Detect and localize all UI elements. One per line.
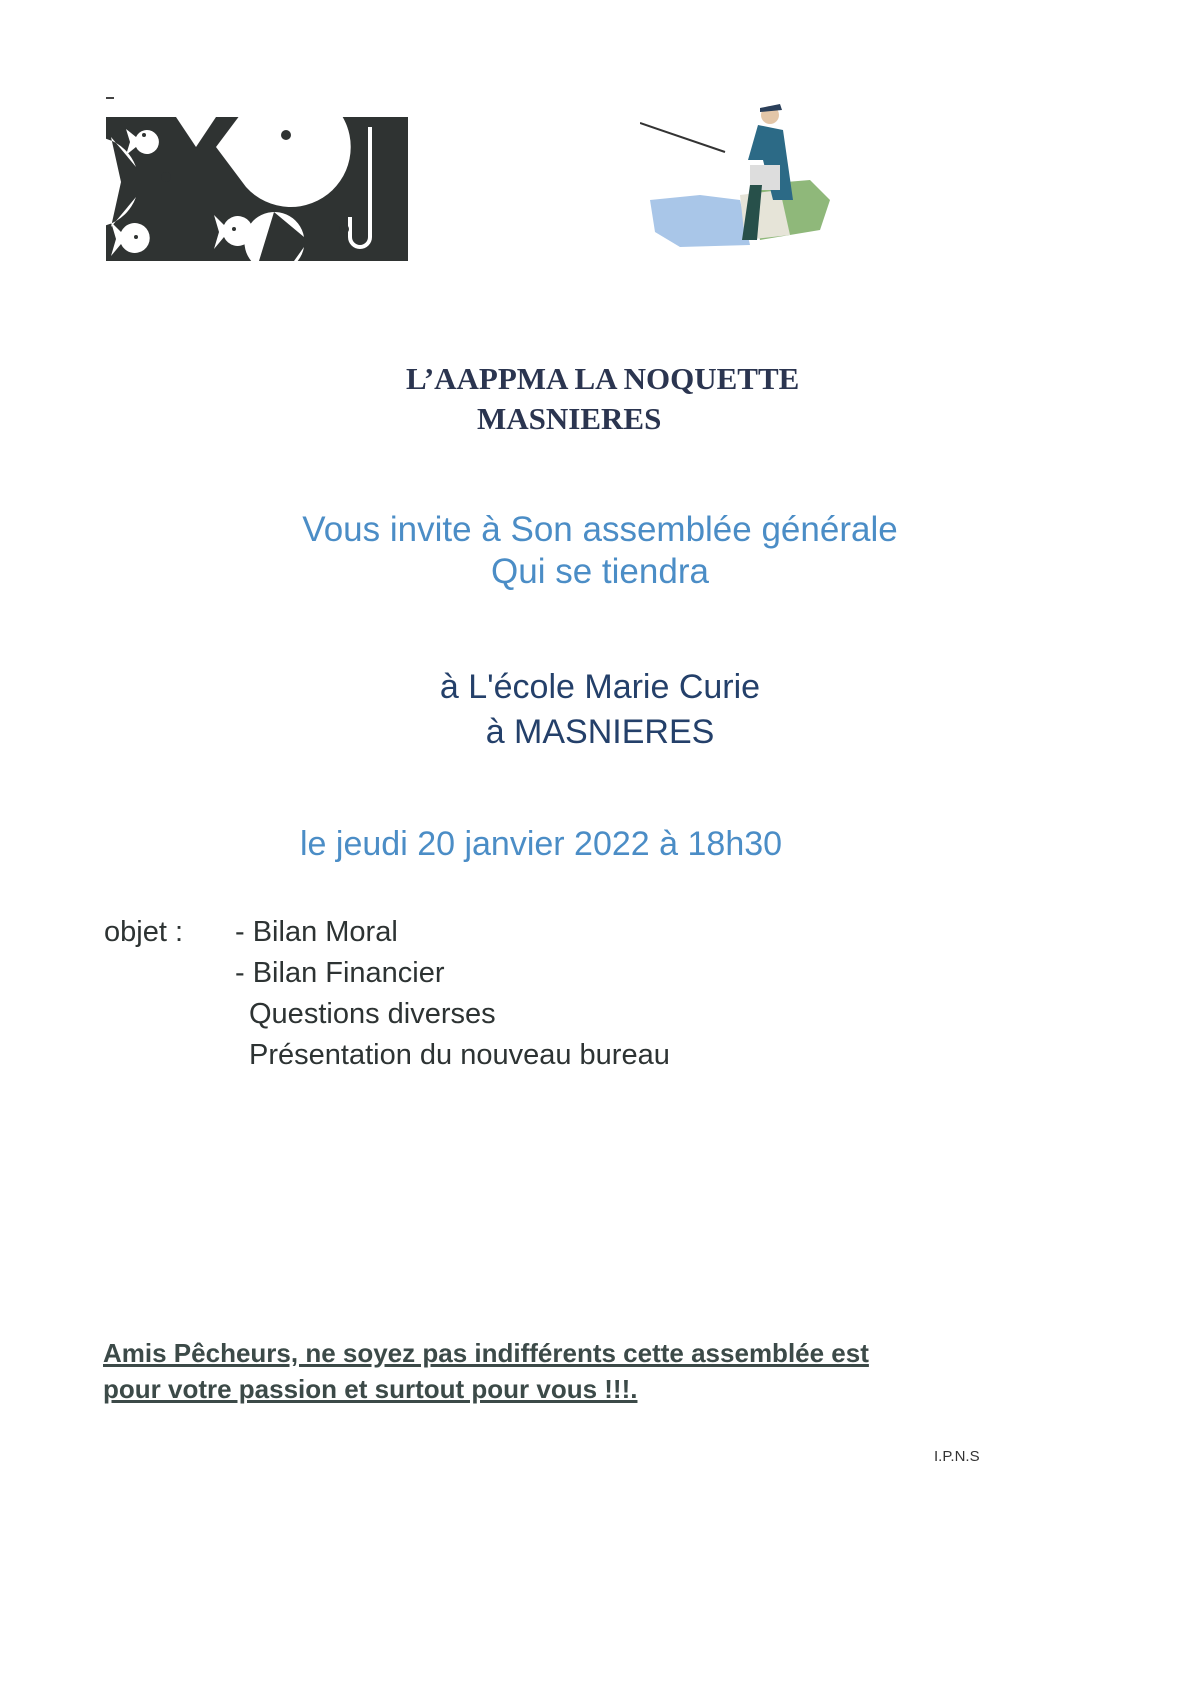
invite-line-2: Qui se tiendra [491,552,709,591]
org-name: L’AAPPMA LA NOQUETTE [406,361,800,396]
footer-line-1: Amis Pêcheurs, ne soyez pas indifférents cette assemblée est [103,1338,869,1368]
event-date: le jeudi 20 janvier 2022 à 18h30 [300,825,783,863]
location-line-2: à MASNIERES [485,713,715,751]
scan-mark [106,97,114,99]
agenda-item: - Bilan Moral [235,916,398,948]
fisherman-illustration [640,100,830,250]
invite-line-1: Vous invite à Son assemblée générale [302,510,898,549]
fish-illustration [106,117,408,261]
location-line-1: à L'école Marie Curie [439,668,761,706]
agenda-label: objet : [104,916,183,948]
agenda-item: Présentation du nouveau bureau [249,1039,670,1071]
agenda-item: - Bilan Financier [235,957,445,989]
ipns-mention: I.P.N.S [934,1448,980,1465]
agenda-item: Questions diverses [249,998,496,1030]
org-city: MASNIERES [477,401,662,436]
footer-line-2: pour votre passion et surtout pour vous !!!. [103,1374,638,1404]
